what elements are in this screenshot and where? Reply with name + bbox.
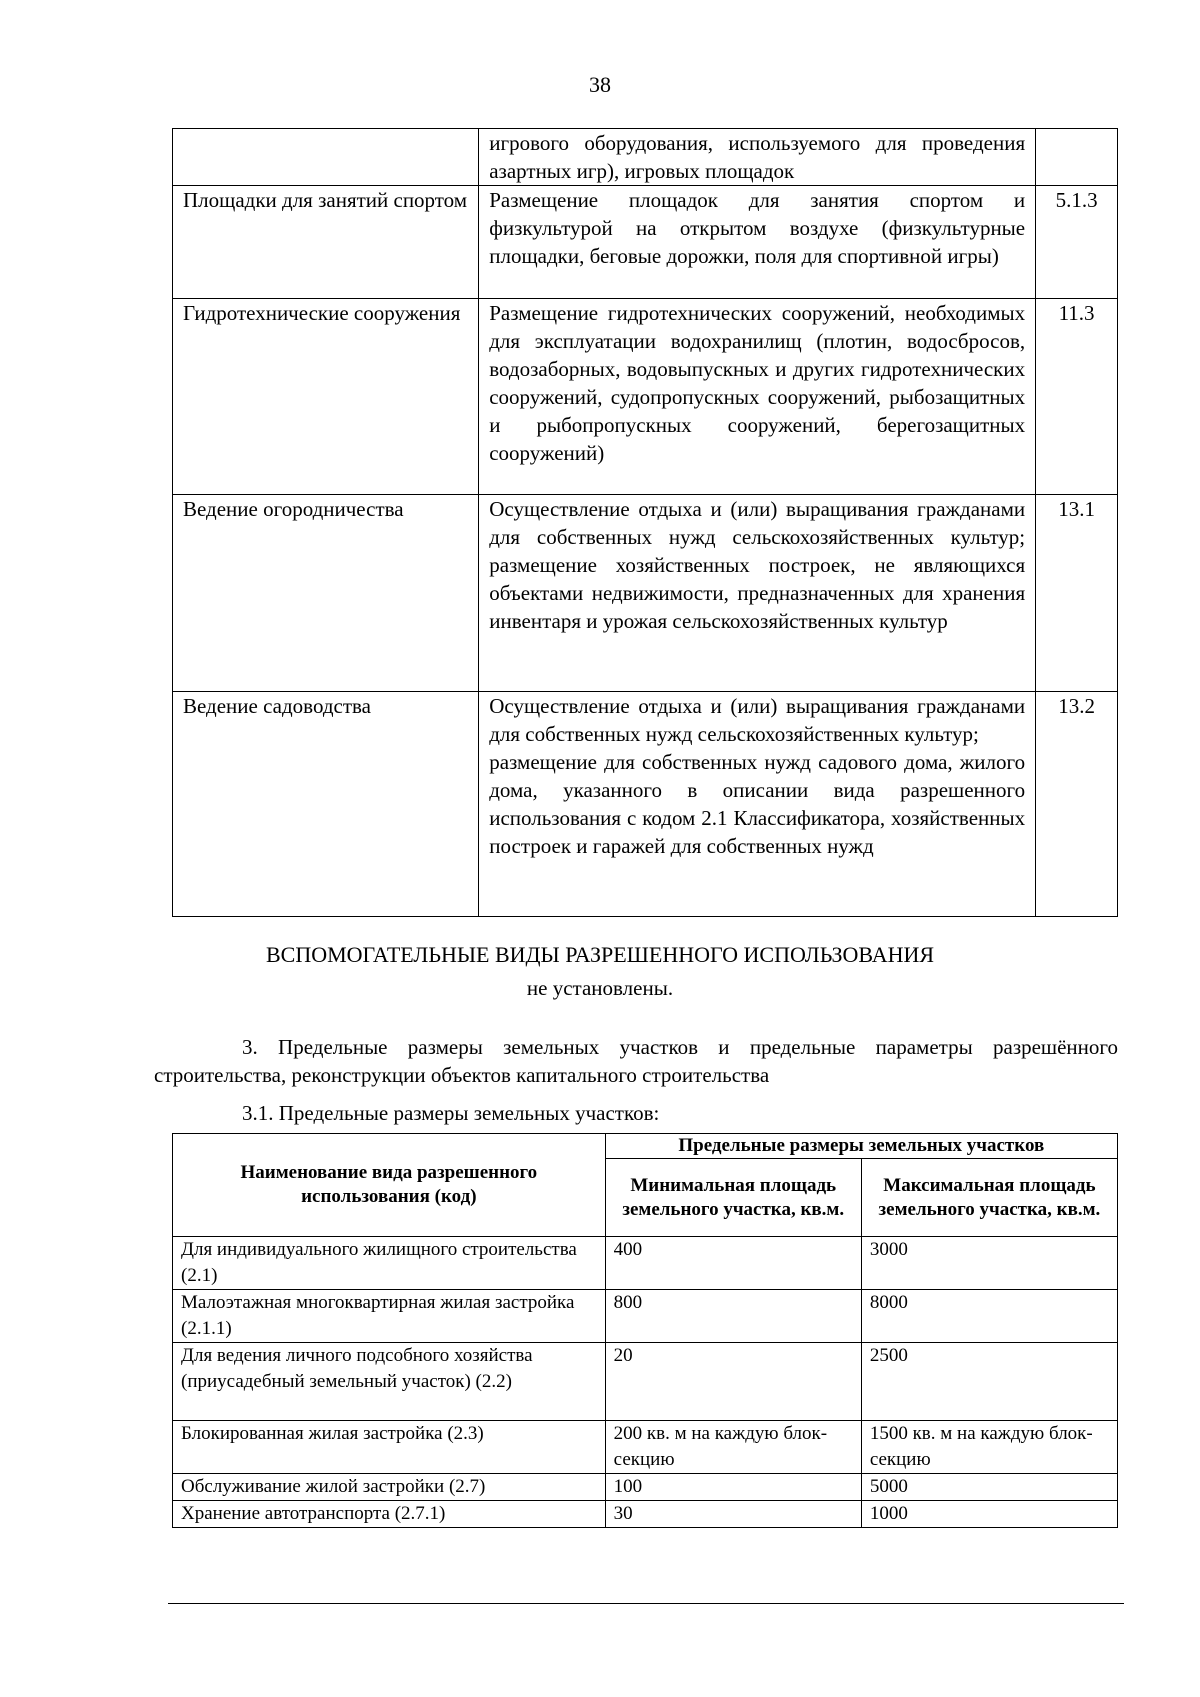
aux-status: не установлены. (526, 976, 674, 1000)
column-header-max-area: Максимальная площадь земельного участка, кв.м. (861, 1159, 1117, 1237)
use-code: 11.3 (1036, 299, 1118, 495)
table-row (173, 1290, 1118, 1343)
aux-heading: ВСПОМОГАТЕЛЬНЫЕ ВИДЫ РАЗРЕШЕННОГО ИСПОЛЬЗОВАНИЯ (265, 942, 935, 967)
cell-use-name: Обслуживание жилой застройки (2.7) (173, 1474, 606, 1501)
table-row (173, 1237, 1118, 1290)
use-description: игрового оборудования, используемого для проведения азартных игр), игровых площадок (479, 129, 1036, 186)
table-row (173, 1421, 1118, 1474)
use-name: Ведение огородничества (173, 495, 479, 692)
table-row (173, 186, 1118, 299)
use-code: 5.1.3 (1036, 186, 1118, 299)
page-number: 38 (589, 72, 611, 97)
table-row (173, 1343, 1118, 1421)
cell-min-area: 800 (605, 1290, 861, 1343)
table-row (173, 1474, 1118, 1501)
cell-max-area: 1500 кв. м на каждую блок-секцию (861, 1421, 1117, 1474)
use-description-part: размещение для собственных нужд садового дома, жилого дома, указанного в описании вида разрешенного использования с кодом 2.1 Классификатора, хозяйственных построек и гаражей для собственных нужд (489, 750, 1026, 858)
table-row (173, 495, 1118, 692)
use-name: Гидротехнические сооружения (173, 299, 479, 495)
column-header-group: Предельные размеры земельных участков (605, 1134, 1117, 1159)
permitted-use-table (172, 128, 1118, 917)
column-header-use-name: Наименование вида разрешенного использования (код) (173, 1134, 606, 1237)
table-row (173, 1501, 1118, 1528)
use-code: 13.1 (1036, 495, 1118, 692)
cell-max-area: 8000 (861, 1290, 1117, 1343)
use-code (1036, 129, 1118, 186)
cell-use-name: Малоэтажная многоквартирная жилая застройка (2.1.1) (173, 1290, 606, 1343)
cell-max-area: 2500 (861, 1343, 1117, 1421)
cell-min-area: 200 кв. м на каждую блок-секцию (605, 1421, 861, 1474)
table-row (173, 299, 1118, 495)
use-description (479, 692, 1036, 917)
use-name: Площадки для занятий спортом (173, 186, 479, 299)
cell-use-name: Блокированная жилая застройка (2.3) (173, 1421, 606, 1474)
cell-max-area: 5000 (861, 1474, 1117, 1501)
use-name (173, 129, 479, 186)
section-3-1-text: 3.1. Предельные размеры земельных участков: (242, 1101, 660, 1125)
section-3-text: 3. Предельные размеры земельных участков и предельные параметры разрешённого строительства, реконструкции объектов капитального строительства (154, 1035, 1118, 1087)
table-row (173, 692, 1118, 917)
cell-min-area: 400 (605, 1237, 861, 1290)
cell-max-area: 3000 (861, 1237, 1117, 1290)
column-header-min-area: Минимальная площадь земельного участка, кв.м. (605, 1159, 861, 1237)
use-code: 13.2 (1036, 692, 1118, 917)
use-description: Размещение гидротехнических сооружений, необходимых для эксплуатации водохранилищ (плотин, водосбросов, водозаборных, водовыпускных и других гидротехнических сооружений, судопропускных сооружений, рыбозащитных и рыбопропускных сооружений, берегозащитных сооружений) (479, 299, 1036, 495)
cell-use-name: Для индивидуального жилищного строительства (2.1) (173, 1237, 606, 1290)
cell-min-area: 100 (605, 1474, 861, 1501)
cell-use-name: Для ведения личного подсобного хозяйства (приусадебный земельный участок) (2.2) (173, 1343, 606, 1421)
table-row (173, 129, 1118, 186)
use-description: Размещение площадок для занятия спортом и физкультурой на открытом воздухе (физкультурные площадки, беговые дорожки, поля для спортивной игры) (479, 186, 1036, 299)
cell-min-area: 20 (605, 1343, 861, 1421)
use-name: Ведение садоводства (173, 692, 479, 917)
use-description: Осуществление отдыха и (или) выращивания гражданами для собственных нужд сельскохозяйственных культур; размещение хозяйственных построек, не являющихся объектами недвижимости, предназначенных для хранения инвентаря и урожая сельскохозяйственных культур (479, 495, 1036, 692)
plot-size-limits-table (172, 1133, 1118, 1528)
footer-rule (168, 1603, 1124, 1604)
use-description-part: Осуществление отдыха и (или) выращивания гражданами для собственных нужд сельскохозяйственных культур; (489, 694, 1026, 746)
cell-min-area: 30 (605, 1501, 861, 1528)
cell-max-area: 1000 (861, 1501, 1117, 1528)
cell-use-name: Хранение автотранспорта (2.7.1) (173, 1501, 606, 1528)
table-header-row (173, 1134, 1118, 1159)
